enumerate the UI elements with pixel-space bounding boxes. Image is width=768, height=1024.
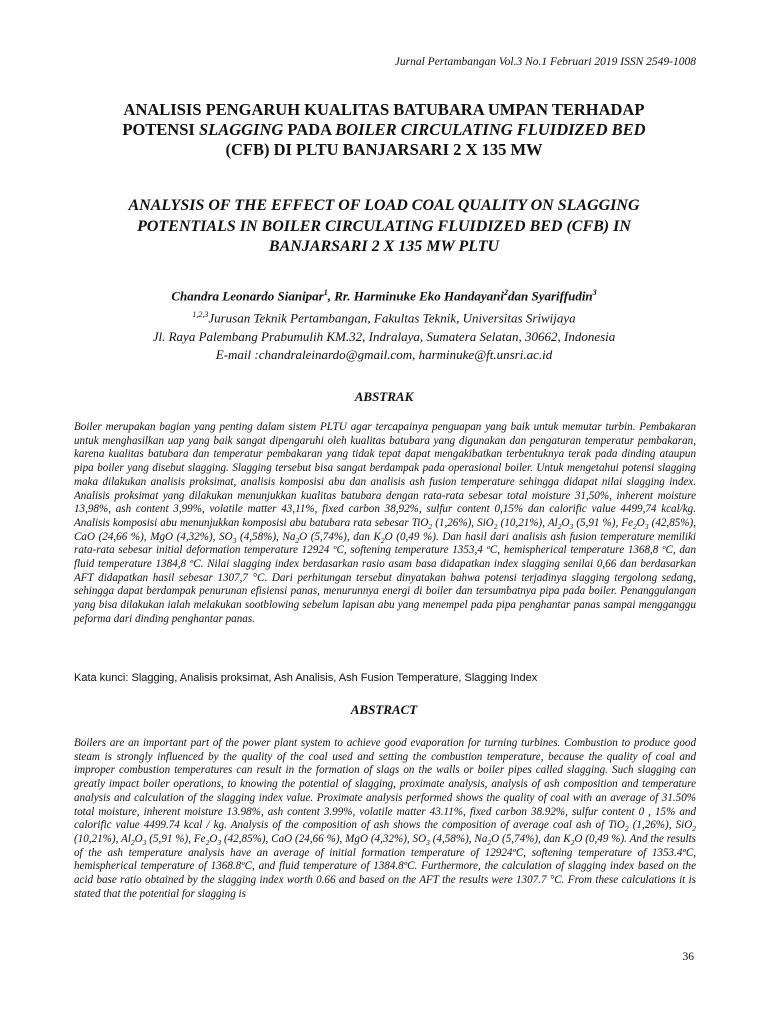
abstrak-text: (4,58%), Na xyxy=(236,530,296,543)
abstract-text: (5,91 %), Fe xyxy=(146,832,206,845)
abstract-body xyxy=(74,737,696,901)
abstract-text: O (5,74%), dan K xyxy=(491,832,571,845)
affiliation-sup: 1,2,3 xyxy=(192,309,209,319)
author-3: dan Syariffudin xyxy=(508,288,593,304)
title-id-line1: ANALISIS PENGARUH KUALITAS BATUBARA UMPAN TERHADAP xyxy=(123,100,645,119)
abstract-text: O xyxy=(209,832,218,845)
abstract-sub: 2 xyxy=(487,838,492,848)
abstrak-sub: 2 xyxy=(557,522,562,532)
author-3-sup: 3 xyxy=(592,288,597,297)
abstrak-sub: 2 xyxy=(428,522,433,532)
journal-header: Jurnal Pertambangan Vol.3 No.1 Februari 2019 ISSN 2549-1008 xyxy=(394,56,696,68)
author-block xyxy=(40,284,728,365)
title-en-line1: ANALYSIS OF THE EFFECT OF LOAD COAL QUALITY ON SLAGGING xyxy=(128,197,640,214)
abstract-sub: 2 xyxy=(624,824,629,834)
abstract-text: (4,58%), Na xyxy=(429,832,488,845)
abstract-sub: 3 xyxy=(426,838,430,848)
abstrak-sub: 2 xyxy=(380,535,385,545)
title-id-line2d: BOILER CIRCULATING FLUIDIZED BED xyxy=(335,120,646,139)
abstract-sub: 2 xyxy=(692,824,696,834)
abstrak-sub: 2 xyxy=(295,535,300,545)
abstrak-sub: 2 xyxy=(633,522,637,532)
page-number: 36 xyxy=(682,951,694,963)
abstract-heading: ABSTRACT xyxy=(350,702,418,717)
title-id-line2c: PADA xyxy=(283,120,336,139)
author-1: Chandra Leonardo Sianipar xyxy=(171,288,324,304)
abstrak-text: (42,85%), CaO (24,66 %), MgO (4,32%), SO xyxy=(74,516,697,543)
author-2: , Rr. Harminuke Eko Handayani xyxy=(327,288,505,304)
abstrak-text: O xyxy=(561,516,570,529)
affiliation xyxy=(40,306,728,328)
abstract-sub: 2 xyxy=(130,838,135,848)
abstrak-text: O (0,49 %). Dan hasil dari analisis ash fusion temperature memiliki rata-rata sebesar initial deformation temperature 12924 ºC, softening temperature 1353,4 ºC, hemispherical temperature 1368,8 ºC, dan fluid temperature 1384,8 ºC. Nilai slagging index berdasarkan rasio asam basa didapatkan index slagging senilai 0,66 dan berdasarkan AFT didapatkan hasil sebesar 1307,7 °C. Dari perhitungan tersebut dinyatakan bahwa potensi terjadinya slagging tergolong sedang, sehingga dapat berdampak penurunan efisiensi panas, menurunnya energi di boiler dan tersumbatnya pipa pada boiler. Penanggulangan yang bisa dilakukan ialah melakukan sootblowing sebelum lapisan abu yang menempel pada pipa penghantar panas sampai mengganggu peforma dari dinding penghantar panas. xyxy=(74,530,696,625)
abstrak-sub: 3 xyxy=(569,522,574,532)
abstract-sub: 3 xyxy=(142,838,147,848)
abstract-sub: 2 xyxy=(570,838,575,848)
affiliation-text: Jurusan Teknik Pertambangan, Fakultas Teknik, Universitas Sriwijaya xyxy=(208,310,576,326)
title-en-line2: POTENTIALS IN BOILER CIRCULATING FLUIDIZED BED (CFB) IN xyxy=(137,217,631,235)
abstrak-sub: 2 xyxy=(493,522,498,532)
title-english xyxy=(70,196,698,258)
abstract-sub: 2 xyxy=(205,838,210,848)
abstract-text: (1,26%), SiO xyxy=(628,819,693,832)
abstrak-text: O xyxy=(636,516,645,529)
abstract-text: O (0,49 %). And the results of the ash temperature analysis have an average of initial formation temperature of 12924ºC, softening temperature of 1353.4ºC, hemispherical temperature of 1368.8ºC, and fluid temperature of 1384.8ºC. Furthermore, the calculation of slagging index based on the acid base ratio obtained by the slagging index worth 0.66 and based on the AFT the results were 1307.7 °C. From these calculations it is stated that the potential for slagging is xyxy=(74,832,696,900)
abstract-text: Boilers are an important part of the power plant system to achieve good evaporation for turning turbines. Combustion to produce good steam is strongly influenced by the quality of the coal used and setting the combustion temperature, because the quality of coal and improper combustion temperatures can result in the formation of slags on the walls or boiler pipes called slagging. Such slagging can greatly impact boiler operations, to knowing the potential of slagging, proximate analysis, analysis of ash composition and temperature analysis and calculation of the slagging index value. Proximate analysis performed shows the quality of coal with an average of 31.50% total moisture, inherent moisture 13.98%, ash content 3.99%, volatile matter 43.11%, fixed carbon 38.92%, sulfur content 0 , 15% and calorific value 4499.74 kcal / kg. Analysis of the composition of ash shows the composition of average coal ash of TiO xyxy=(74,737,696,832)
abstrak-text: (1,26%), SiO xyxy=(432,516,494,529)
author-names xyxy=(40,284,728,306)
author-1-sup: 1 xyxy=(323,288,328,297)
author-2-sup: 2 xyxy=(504,288,509,297)
address: Jl. Raya Palembang Prabumulih KM.32, Indralaya, Sumatera Selatan, 30662, Indonesia xyxy=(152,328,616,344)
title-indonesian xyxy=(70,100,698,160)
abstrak-sub: 3 xyxy=(232,535,237,545)
abstract-text: (42,85%), CaO (24,66 %), MgO (4,32%), SO xyxy=(221,832,427,845)
abstrak-text: Boiler merupakan bagian yang penting dalam sistem PLTU agar tercapainya penguapan yang baik untuk memutar turbin. Pembakaran untuk menghasilkan uap yang baik sangat dipengaruhi oleh kualitas batubara yang digunakan dan pengaturan temperatur pembakaran, karena kualitas batubara dan temperatur pembakaran yang tidak tepat dapat mengakibatkan terbentuknya terak pada dinding ataupun pipa boiler yang disebut slagging. Slagging tersebut bisa sangat berdampak pada operasional boiler. Untuk mengetahui potensi slagging maka dilakukan analisis proksimat, analisis komposisi abu dan analisis ash fusion temperature sehingga didapat nilai slagging index. Analisis proksimat yang dilakukan menunjukkan kualitas batubara dengan rata-rata sebesar total moisture 31,50%, inherent moisture 13,98%, ash content 3,99%, volatile matter 43,11%, fixed carbon 38,92%, sulfur content 0,15% dan calorific value 4499,74 kcal/kg. Analisis komposisi abu menunjukkan komposisi abu batubara rata sebesar TiO xyxy=(74,421,696,529)
email: E-mail :chandraleinardo@gmail.com, harminuke@ft.unsri.ac.id xyxy=(215,347,553,363)
keywords: Kata kunci: Slagging, Analisis proksimat, Ash Analisis, Ash Fusion Temperature, Slagging Index xyxy=(74,672,538,684)
abstrak-text: (10,21%), Al xyxy=(497,516,558,529)
title-id-line2b: SLAGGING xyxy=(198,120,284,139)
abstract-text: O xyxy=(134,832,143,845)
title-id-line3: (CFB) DI PLTU BANJARSARI 2 X 135 MW xyxy=(225,140,543,159)
abstract-sub: 3 xyxy=(217,838,222,848)
abstrak-text: O (5,74%), dan K xyxy=(299,530,381,543)
title-en-line3: BANJARSARI 2 X 135 MW PLTU xyxy=(268,238,500,255)
title-id-line2a: POTENSI xyxy=(122,120,199,139)
abstrak-body xyxy=(74,421,696,627)
abstract-text: (10,21%), Al xyxy=(74,832,131,845)
abstrak-sub: 3 xyxy=(644,522,649,532)
abstrak-text: (5,91 %), Fe xyxy=(573,516,634,529)
abstrak-heading: ABSTRAK xyxy=(354,389,414,404)
